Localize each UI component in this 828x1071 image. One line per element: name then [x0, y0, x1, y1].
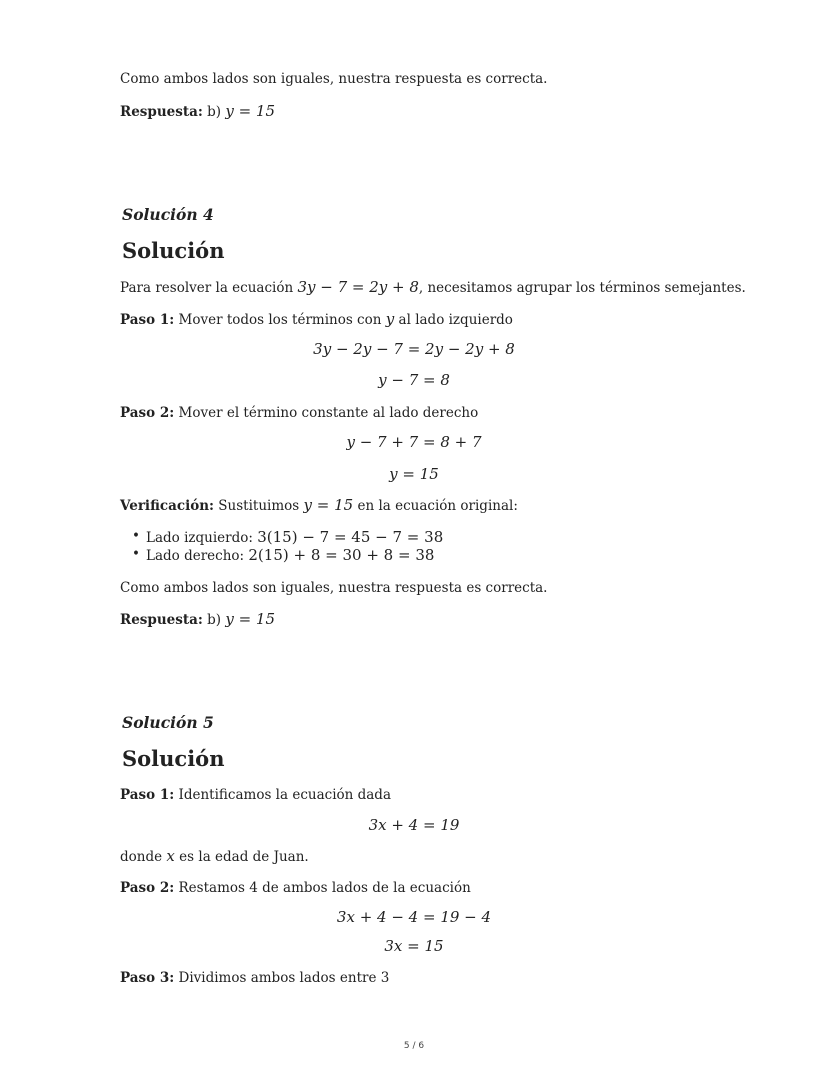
- step-1-text: Mover todos los términos con: [178, 312, 382, 328]
- left-side-label: Lado izquierdo:: [146, 530, 253, 546]
- solution-4-intro: [120, 278, 746, 297]
- step-2-line: [120, 879, 471, 897]
- right-side-label: Lado derecho:: [146, 548, 245, 564]
- answer-label: Respuesta:: [120, 612, 203, 628]
- where-variable: x: [166, 847, 175, 865]
- where-text-end: es la edad de Juan.: [179, 849, 309, 865]
- step-1-text: Identificamos la ecuación dada: [178, 787, 392, 803]
- conclusion-text: Como ambos lados son iguales, nuestra respuesta es correcta.: [120, 71, 548, 87]
- equation: 3x + 4 = 19: [368, 816, 460, 834]
- step-1-label: Paso 1:: [120, 312, 175, 328]
- step-1-variable: y: [385, 310, 395, 328]
- answer-line: [120, 610, 275, 629]
- step-3-line: [120, 969, 389, 987]
- page-number: 5 / 6: [403, 1041, 425, 1051]
- step-1-label: Paso 1:: [120, 787, 175, 803]
- equation: 3x = 15: [384, 937, 444, 955]
- verification-line: [120, 496, 518, 515]
- step-3-text: Dividimos ambos lados entre 3: [178, 970, 390, 986]
- where-text: donde: [120, 849, 163, 865]
- intro-text: Para resolver la ecuación: [120, 280, 294, 296]
- step-2-label: Paso 2:: [120, 880, 175, 896]
- equation: y = 15: [389, 465, 439, 483]
- step-2-text: Restamos 4 de ambos lados de la ecuación: [178, 880, 471, 896]
- conclusion-text: Como ambos lados son iguales, nuestra respuesta es correcta.: [120, 580, 548, 596]
- equation: y − 7 + 7 = 8 + 7: [346, 433, 482, 451]
- equation: y − 7 = 8: [378, 371, 450, 389]
- step-2-line: [120, 404, 478, 422]
- equation: 3y − 2y − 7 = 2y − 2y + 8: [313, 340, 515, 358]
- solution-5-title: Solución: [122, 746, 225, 771]
- answer-option: b): [207, 104, 222, 120]
- step-1-line: [120, 786, 391, 804]
- list-item: [146, 528, 443, 546]
- verification-math: y = 15: [303, 496, 354, 514]
- left-side-math: 3(15) − 7 = 45 − 7 = 38: [257, 528, 444, 546]
- step-1-text-end: al lado izquierdo: [398, 312, 513, 328]
- answer-math: y = 15: [225, 610, 276, 628]
- verification-label: Verificación:: [120, 498, 214, 514]
- solution-4-subtitle: Solución 4: [122, 205, 214, 224]
- intro-equation: 3y − 7 = 2y + 8: [297, 278, 419, 296]
- equation: 3x + 4 − 4 = 19 − 4: [336, 908, 492, 926]
- verification-text-end: en la ecuación original:: [357, 498, 518, 514]
- solution-4-title: Solución: [122, 238, 225, 263]
- answer-line: [120, 102, 275, 121]
- right-side-math: 2(15) + 8 = 30 + 8 = 38: [248, 546, 435, 564]
- answer-label: Respuesta:: [120, 104, 203, 120]
- answer-math: y = 15: [225, 102, 276, 120]
- step-1-line: [120, 310, 513, 329]
- list-item: [146, 546, 434, 564]
- answer-option: b): [207, 612, 222, 628]
- step-2-text: Mover el término constante al lado derecho: [178, 405, 479, 421]
- step-2-label: Paso 2:: [120, 405, 175, 421]
- step-3-label: Paso 3:: [120, 970, 175, 986]
- where-line: [120, 847, 309, 866]
- intro-text-end: , necesitamos agrupar los términos semejantes.: [418, 280, 746, 296]
- solution-5-subtitle: Solución 5: [122, 713, 214, 732]
- verification-text: Sustituimos: [218, 498, 300, 514]
